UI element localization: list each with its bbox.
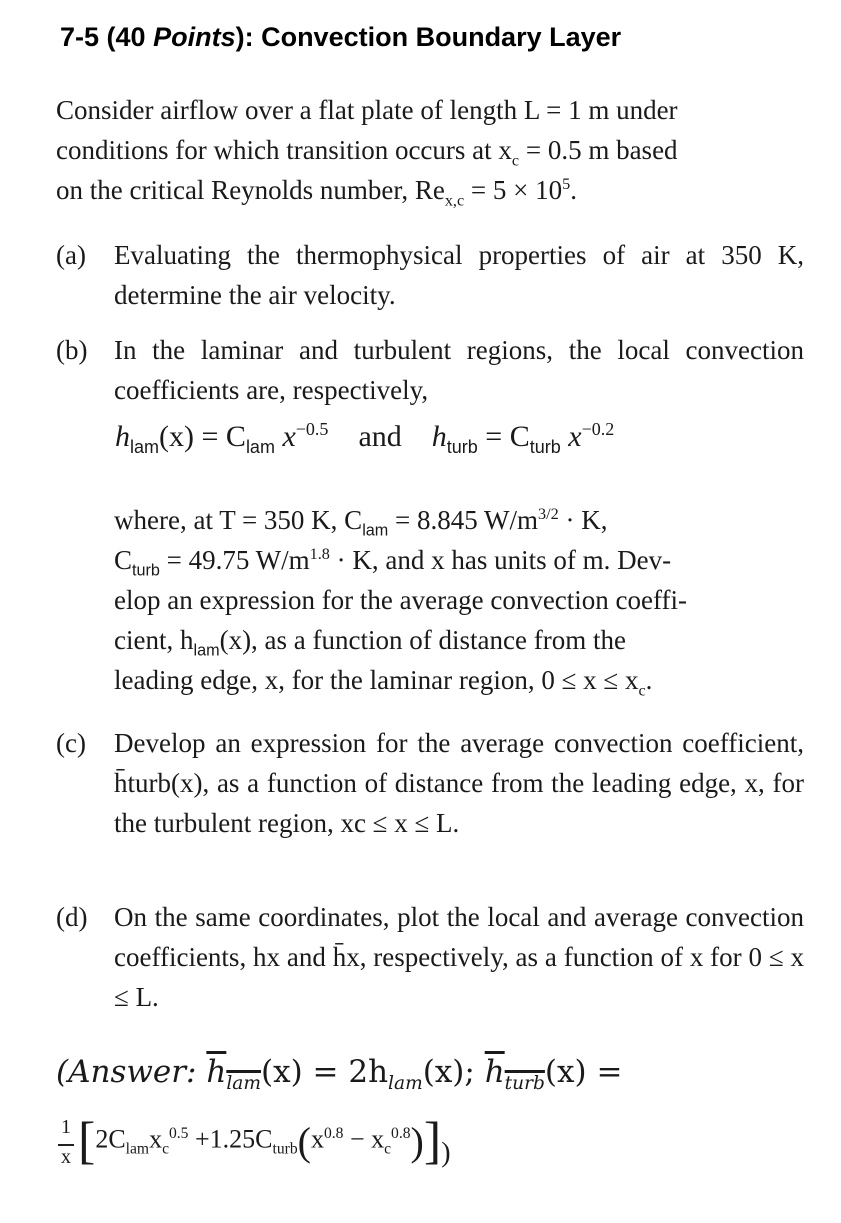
part-a-text: Evaluating the thermophysical properties of air at 350 K, determine the air velocity.	[114, 240, 804, 310]
part-c-label: (c)	[56, 728, 86, 758]
part-b-label: (b)	[56, 335, 88, 365]
intro-line-2: conditions for which transition occurs at $x_c = 0.5$ m based	[56, 135, 678, 170]
where-line-1: where, at T = 350 K, $C_{lam} = 8.845$ $W/m^{3/2} \cdot K$,	[114, 505, 608, 540]
part-d-label: (d)	[56, 902, 88, 932]
where-line-5: leading edge, x, for the laminar region, $0 \le x \le x_c$.	[114, 665, 653, 700]
part-d-text: On the same coordinates, plot the local and average convection coefficients, hx and h̄x, respectively, as a function of x for 0 ≤ x ≤ L.	[114, 902, 804, 1012]
intro-paragraph	[56, 90, 811, 210]
part-c	[56, 723, 811, 888]
part-b-text: In the laminar and turbulent regions, the local convection coefficients are, respectively,	[114, 335, 804, 405]
part-a-label: (a)	[56, 240, 86, 270]
intro-line-3: on the critical Reynolds number, $Re_{x,c} = 5 \times 10^5$.	[56, 175, 577, 210]
part-d	[56, 897, 811, 1022]
part-b-where	[56, 500, 811, 710]
answer-expression: $[2C_{lam}x_c^{0.5} +1.25C_{turb}(x^{0.8} - x_c^{0.8})]$)	[78, 1112, 451, 1170]
where-line-3: elop an expression for the average convection coeffi-	[114, 585, 687, 615]
part-b	[56, 330, 811, 410]
problem-title: 7-5 (40 Points): Convection Boundary Layer	[60, 22, 622, 52]
where-line-2: $C_{turb} = 49.75$ $W/m^{1.8} \cdot K$, and x has units of m. Dev-	[114, 545, 672, 580]
part-c-text: Develop an expression for the average convection coefficient, h̄turb(x), as a function of distance from the leading edge, x, for the turbulent region, xc ≤ x ≤ L.	[114, 728, 804, 838]
answer-line-1: (Answer: $h_{lam}(x) = 2h_{lam}(x)$; $h_{turb}(x)$ =	[56, 1054, 623, 1095]
part-a	[56, 235, 811, 315]
where-line-4: cient, $h_{lam}(x)$, as a function of distance from the	[114, 625, 626, 660]
answer-fraction: 1 x	[56, 1116, 76, 1169]
convection-equation: $h_{lam}(x) = C_{lam}$ $x^{-0.5}$ and $h_{turb} = C_{turb}$ $x^{-0.2}$	[115, 419, 615, 457]
answer-line-2	[56, 1108, 816, 1188]
intro-line-1: Consider airflow over a flat plate of length L = 1 m under	[56, 95, 678, 125]
